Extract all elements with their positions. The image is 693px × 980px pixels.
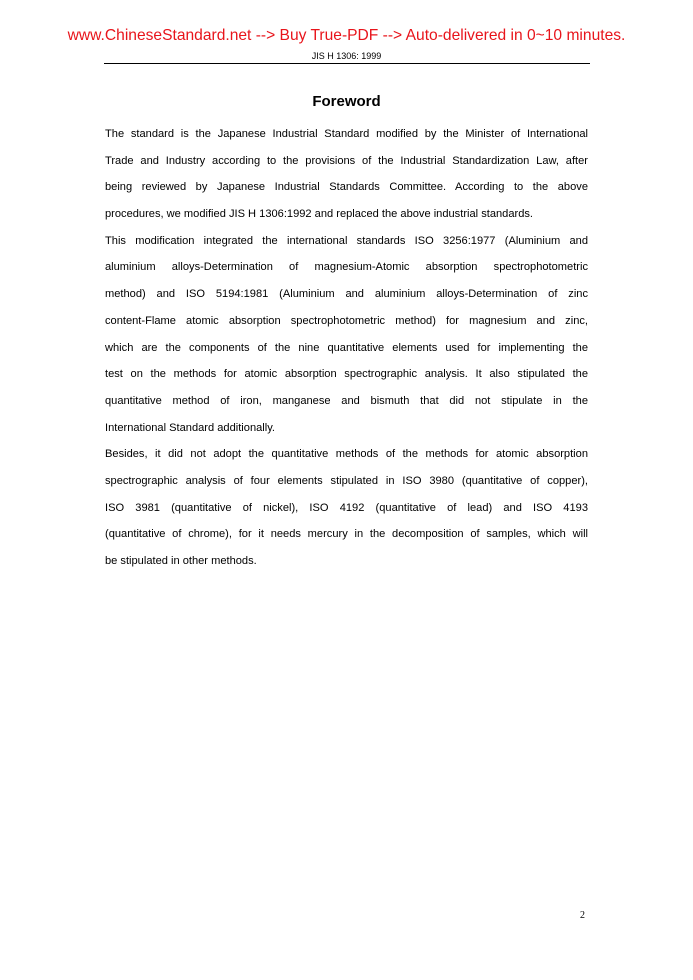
text-line: which are the components of the nine quantitative elements used for implementing the	[105, 341, 588, 354]
text-line: ISO 3981 (quantitative of nickel), ISO 4192 (quantitative of lead) and ISO 4193	[105, 501, 588, 514]
paragraph-1	[105, 121, 588, 228]
text-line: (quantitative of chrome), for it needs mercury in the decomposition of samples, which will	[105, 528, 588, 541]
paragraph-2	[105, 228, 588, 442]
text-line: being reviewed by Japanese Industrial Standards Committee. According to the above	[105, 181, 588, 194]
text-line: aluminium alloys-Determination of magnesium-Atomic absorption spectrophotometric	[105, 261, 588, 274]
text-line: This modification integrated the international standards ISO 3256:1977 (Aluminium and	[105, 234, 588, 247]
text-line: Trade and Industry according to the provisions of the Industrial Standardization Law, after	[105, 154, 588, 167]
page-title: Foreword	[312, 93, 381, 110]
promo-banner-link[interactable]: www.ChineseStandard.net --> Buy True-PDF --> Auto-delivered in 0~10 minutes.	[67, 27, 626, 44]
text-line: be stipulated in other methods.	[105, 555, 257, 567]
page-number: 2	[580, 910, 585, 921]
text-line: procedures, we modified JIS H 1306:1992 and replaced the above industrial standards.	[105, 208, 533, 221]
text-line: content-Flame atomic absorption spectrophotometric method) for magnesium and zinc,	[105, 314, 588, 327]
text-line: International Standard additionally.	[105, 421, 276, 434]
paragraph-3	[105, 441, 588, 574]
header-standard-id: JIS H 1306: 1999	[311, 51, 382, 61]
document-body	[105, 121, 588, 575]
header-divider	[104, 63, 590, 64]
text-line: The standard is the Japanese Industrial Standard modified by the Minister of International	[105, 128, 588, 140]
text-line: Besides, it did not adopt the quantitative methods of the methods for atomic absorption	[105, 448, 588, 461]
text-line: spectrographic analysis of four elements stipulated in ISO 3980 (quantitative of copper),	[105, 474, 588, 487]
text-line: method) and ISO 5194:1981 (Aluminium and aluminium alloys-Determination of zinc	[105, 288, 588, 301]
text-line: test on the methods for atomic absorption spectrographic analysis. It also stipulated the	[105, 368, 588, 381]
text-line: quantitative method of iron, manganese and bismuth that did not stipulate in the	[105, 394, 588, 407]
